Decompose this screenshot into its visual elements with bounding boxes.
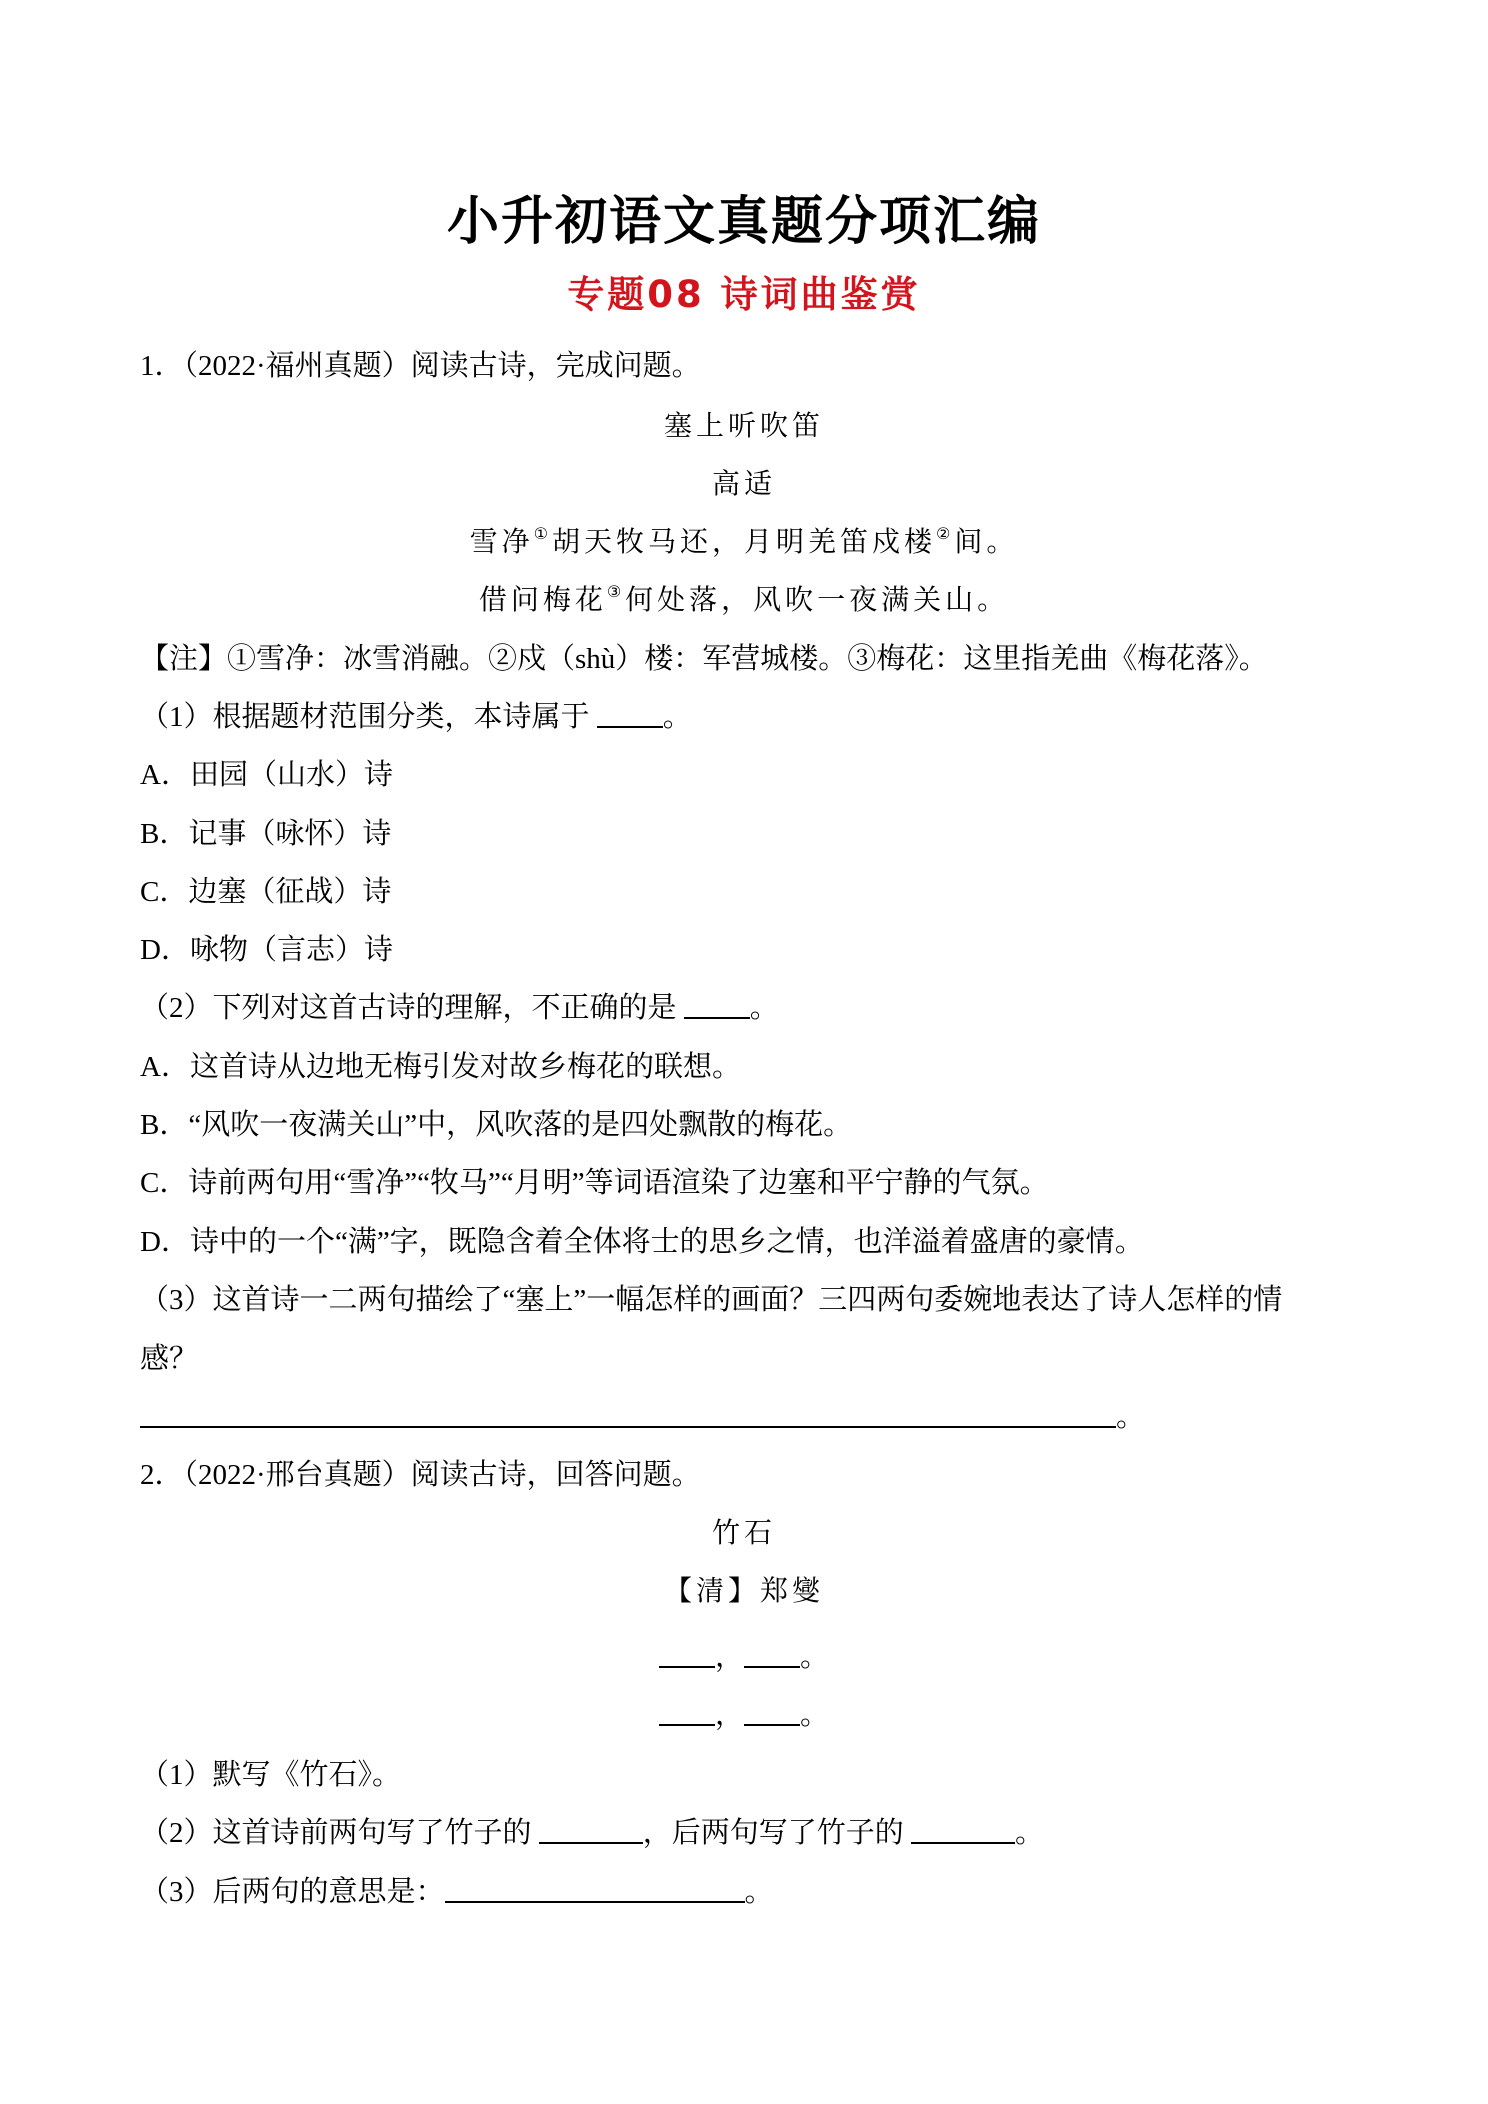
answer-line: 。: [140, 1403, 1145, 1432]
poem-2-title: 竹石: [711, 1516, 776, 1549]
question-1-part-2: （2）下列对这首古诗的理解，不正确的是 。: [140, 992, 779, 1024]
question-2-part-2: （2）这首诗前两句写了竹子的 ，后两句写了竹子的 。: [140, 1817, 1045, 1849]
answer-blank[interactable]: [539, 1822, 643, 1844]
poem-1-notes: 【注】①雪净：冰雪消融。②戍（shù）楼：军营城楼。③梅花：这里指羌曲《梅花落》。: [140, 643, 1268, 675]
answer-blank[interactable]: [140, 1406, 1116, 1428]
section-subtitle: 专题08 诗词曲鉴赏: [567, 273, 921, 316]
footnote-marker: ③: [606, 582, 626, 601]
option-b: B．记事（咏怀）诗: [140, 818, 392, 850]
answer-blank[interactable]: [911, 1822, 1015, 1844]
option-d: D．诗中的一个“满”字，既隐含着全体将士的思乡之情，也洋溢着盛唐的豪情。: [140, 1226, 1144, 1258]
question-1-part-1: （1）根据题材范围分类，本诗属于 。: [140, 701, 692, 733]
answer-blank[interactable]: [597, 706, 663, 728]
option-c: C．诗前两句用“雪净”“牧马”“月明”等词语渲染了边塞和平宁静的气氛。: [140, 1167, 1049, 1199]
question-1-part-3-continued: 感？: [140, 1343, 199, 1375]
answer-blank[interactable]: [744, 1704, 800, 1726]
option-d: D．咏物（言志）诗: [140, 934, 393, 966]
document-title: 小升初语文真题分项汇编: [446, 192, 1041, 252]
answer-blank[interactable]: [445, 1881, 745, 1903]
footnote-marker: ①: [533, 524, 552, 543]
question-2-part-3: （3）后两句的意思是： 。: [140, 1876, 774, 1908]
answer-blank[interactable]: [744, 1646, 800, 1668]
question-2-header: 2．（2022·邢台真题）阅读古诗，回答问题。: [140, 1459, 701, 1491]
option-a: A．这首诗从边地无梅引发对故乡梅花的联想。: [140, 1051, 741, 1083]
poem-1-title: 塞上听吹笛: [663, 409, 824, 442]
poem-1-author: 高适: [711, 467, 776, 500]
question-1-header: 1．（2022·福州真题）阅读古诗，完成问题。: [140, 350, 701, 382]
option-c: C．边塞（征战）诗: [140, 876, 392, 908]
option-a: A．田园（山水）诗: [140, 759, 393, 791]
poem-2-blank-line-2: ， 。: [0, 1701, 1488, 1730]
question-1-part-3: （3）这首诗一二两句描绘了“塞上”一幅怎样的画面？三四两句委婉地表达了诗人怎样的情: [140, 1284, 1283, 1316]
answer-blank[interactable]: [684, 997, 750, 1019]
poem-1-line-2: 借问梅花③何处落，风吹一夜满关山。: [478, 582, 1010, 616]
answer-blank[interactable]: [659, 1646, 715, 1668]
footnote-marker: ②: [936, 524, 955, 543]
poem-1-line-1: 雪净①胡天牧马还，月明羌笛戍楼②间。: [469, 524, 1019, 558]
poem-2-author: 【清】郑燮: [663, 1574, 824, 1607]
answer-blank[interactable]: [659, 1704, 715, 1726]
option-b: B．“风吹一夜满关山”中，风吹落的是四处飘散的梅花。: [140, 1109, 853, 1141]
question-2-part-1: （1）默写《竹石》。: [140, 1759, 402, 1791]
poem-2-blank-line-1: ， 。: [0, 1643, 1488, 1672]
